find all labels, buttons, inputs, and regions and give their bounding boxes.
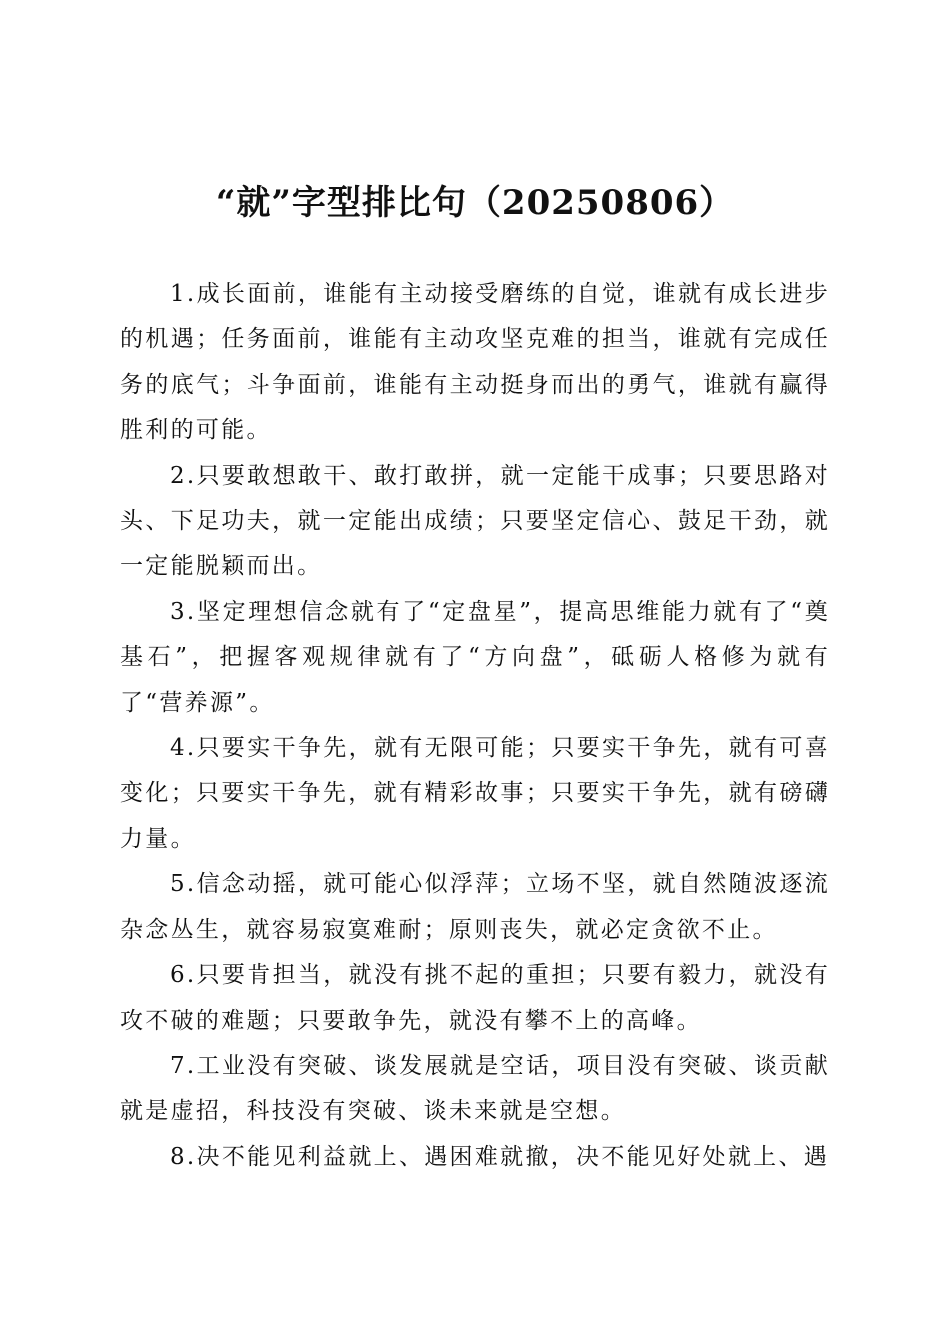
paragraph-4: 4.只要实干争先，就有无限可能；只要实干争先，就有可喜变化；只要实干争先，就有精彩故事；只要实干争先，就有磅礴力量。 — [120, 735, 830, 852]
paragraph-5: 5.信念动摇，就可能心似浮萍；立场不坚，就自然随波逐流杂念丛生，就容易寂寞难耐；原则丧失，就必定贪欲不止。 — [120, 871, 830, 943]
document-title: “就”字型排比句（20250806） — [215, 183, 735, 223]
paragraph-8: 8.决不能见利益就上、遇困难就撤，决不能见好处就上、遇 — [170, 1143, 830, 1170]
paragraph-3: 3.坚定理想信念就有了“定盘星”，提高思维能力就有了“奠基石”，把握客观规律就有了“方向盘”，砥砺人格修为就有了“营养源”。 — [120, 598, 830, 716]
paragraph-6: 6.只要肯担当，就没有挑不起的重担；只要有毅力，就没有攻不破的难题；只要敢争先，就没有攀不上的高峰。 — [120, 962, 830, 1034]
document-body — [120, 272, 830, 1180]
paragraph-2: 2.只要敢想敢干、敢打敢拼，就一定能干成事；只要思路对头、下足功夫，就一定能出成绩；只要坚定信心、鼓足干劲，就一定能脱颖而出。 — [120, 462, 830, 580]
paragraph-1: 1.成长面前，谁能有主动接受磨练的自觉，谁就有成长进步的机遇；任务面前，谁能有主动攻坚克难的担当，谁就有完成任务的底气；斗争面前，谁能有主动挺身而出的勇气，谁就有赢得胜利的可能。 — [120, 281, 830, 444]
paragraph-7: 7.工业没有突破、谈发展就是空话，项目没有突破、谈贡献就是虚招，科技没有突破、谈未来就是空想。 — [120, 1052, 830, 1125]
